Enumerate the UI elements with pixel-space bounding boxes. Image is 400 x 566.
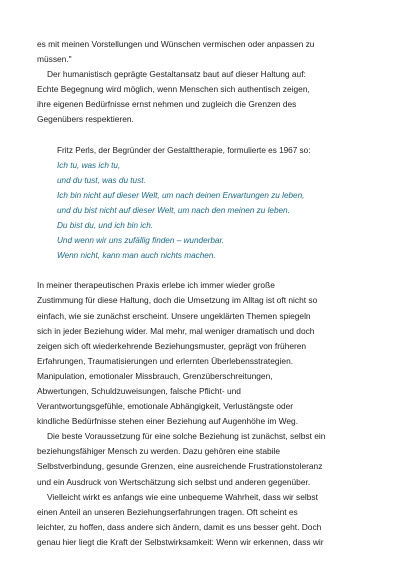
practice-paragraph: [37, 278, 367, 429]
text-line: und ein Ausdruck von Wertschätzung sich selbst und anderen gegenüber.: [37, 476, 311, 487]
text-line: kindliche Bedürfnisse stehen einer Beziehung auf Augenhöhe im Weg.: [37, 416, 299, 427]
text-line: Verantwortungsgefühle, emotionale Abhängigkeit, Verlustängste oder: [37, 401, 294, 412]
poem-line: Wenn nicht, kann man auch nichts machen.: [57, 251, 216, 261]
text-line: Zustimmung für diese Haltung, doch die Umsetzung im Alltag ist oft nicht so: [37, 295, 318, 306]
text-line: Erfahrungen, Traumatisierungen und erlernten Überlebensstrategien.: [37, 355, 294, 366]
poem-line: Du bist du, und ich bin ich.: [57, 221, 154, 231]
text-line: leichter, zu hoffen, dass andere sich ändern, damit es uns besser geht. Doch: [37, 521, 322, 532]
precondition-paragraph: [37, 429, 367, 489]
text-line: einfach, wie sie zunächst erscheint. Unsere ungeklärten Themen spiegeln: [37, 310, 311, 321]
truth-paragraph: [37, 490, 367, 550]
poem-line: und du tust, was du tust.: [57, 175, 146, 185]
quote-intro: Fritz Perls, der Begründer der Gestalttherapie, formulierte es 1967 so:: [57, 145, 311, 155]
poem-line: Ich tu, was ich tu,: [57, 160, 121, 170]
poem-line: Ich bin nicht auf dieser Welt, um nach deinen Erwartungen zu leben,: [57, 190, 305, 200]
perls-quote-block: [57, 143, 367, 264]
gestalt-paragraph: [37, 67, 367, 127]
text-line: Vielleicht wirkt es anfangs wie eine unbequeme Wahrheit, dass wir selbst: [47, 491, 318, 502]
text-line: müssen.": [37, 54, 72, 65]
text-line: genau hier liegt die Kraft der Selbstwirksamkeit: Wenn wir erkennen, dass wir: [37, 536, 324, 547]
text-line: Gegenübers respektieren.: [37, 114, 134, 125]
text-line: Der humanistisch geprägte Gestaltansatz baut auf dieser Haltung auf:: [47, 69, 306, 80]
text-line: Manipulation, emotionaler Missbrauch, Grenzüberschreitungen,: [37, 370, 273, 381]
text-line: Abwertungen, Schuldzuweisungen, falsche Pflicht- und: [37, 385, 241, 396]
intro-paragraph: [37, 37, 367, 67]
text-line: zeigen sich oft wiederkehrende Beziehungsmuster, geprägt von früheren: [37, 340, 307, 351]
text-line: beziehungsfähiger Mensch zu werden. Dazu gehören eine stabile: [37, 446, 281, 457]
poem-line: Und wenn wir uns zufällig finden – wunderbar.: [57, 236, 225, 246]
poem-line: und du bist nicht auf dieser Welt, um nach den meinen zu leben.: [57, 205, 290, 215]
text-line: ihre eigenen Bedürfnisse ernst nehmen und zugleich die Grenzen des: [37, 99, 297, 110]
text-line: einen Anteil an unseren Beziehungserfahrungen tragen. Oft scheint es: [37, 506, 298, 517]
text-line: es mit meinen Vorstellungen und Wünschen vermischen oder anpassen zu: [37, 39, 315, 49]
text-line: Selbstverbindung, gesunde Grenzen, eine ausreichende Frustrationstoleranz: [37, 461, 323, 472]
text-line: Echte Begegnung wird möglich, wenn Menschen sich authentisch zeigen,: [37, 84, 310, 95]
text-line: In meiner therapeutischen Praxis erlebe ich immer wieder große: [37, 280, 275, 291]
text-line: Die beste Voraussetzung für eine solche Beziehung ist zunächst, selbst ein: [47, 431, 326, 442]
book-page: [37, 37, 367, 550]
text-line: sich in jeder Beziehung wider. Mal mehr, mal weniger dramatisch und doch: [37, 325, 315, 336]
